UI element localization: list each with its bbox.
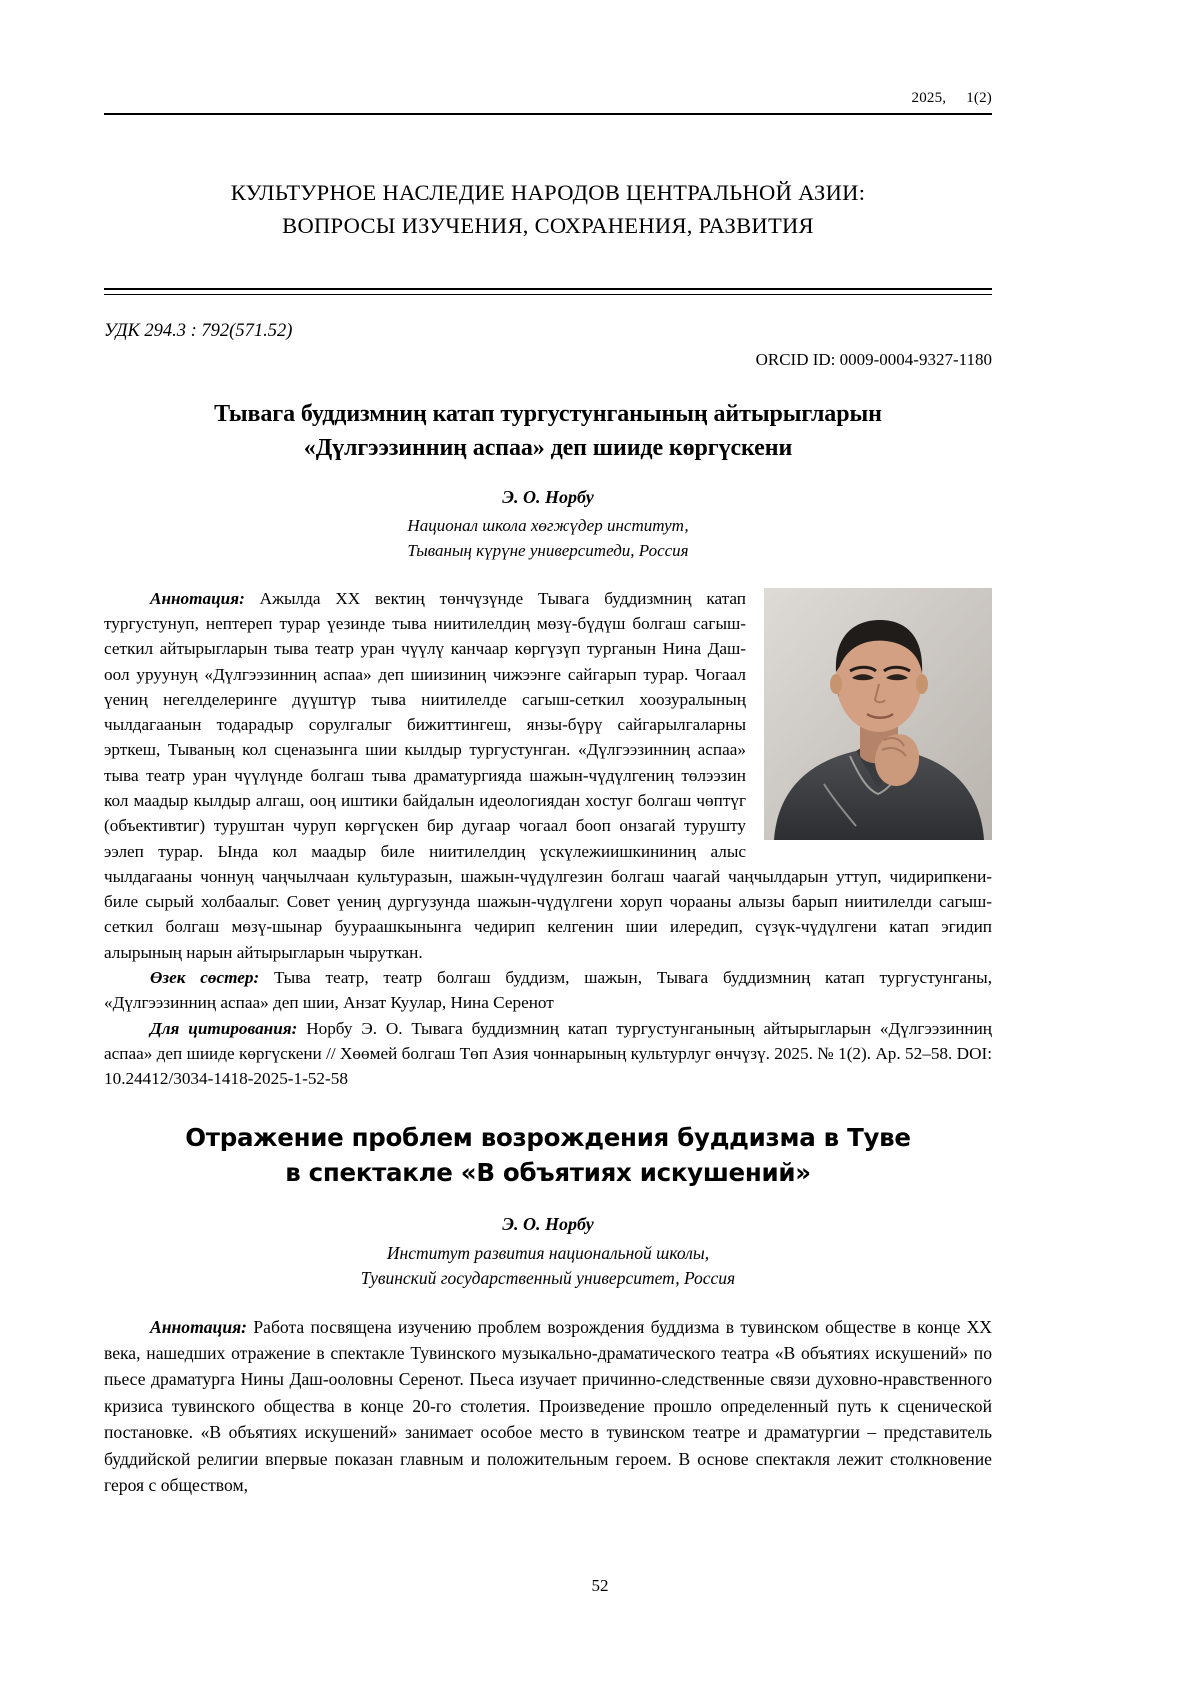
affiliation-tuvan-line2: Тываның күрүне университеди, Россия bbox=[407, 541, 689, 561]
running-head-issue: 1(2) bbox=[966, 90, 992, 106]
orcid-id: ORCID ID: 0009-0004-9327-1180 bbox=[755, 350, 992, 370]
abstract-tuvan-label: Аннотация: bbox=[150, 588, 245, 608]
abstract-tuvan-text: Ажылда ХХ вектиң төнчүзүнде Тывага буддизмниң катап тургустунуп, нептереп турар үезинде тыва ниитилелдиң мөзү-бүдүш болгаш сагыш-сеткил айтырыгларын тыва театр уран чүүлү канчаар көргүзүп турганын Нина Даш-оол уруунуң «Дүлгээзинниң аспаа» деп шиизиниң чижээнге сайгарып турар. Чогаал үениң негелделеринге дүүштүр тыва ниитилелде сагыш-сеткил хоозуралының чылдагаанын тодарадыр сорулгалыг бижиттингеш, янзы-бүрү сайгарылгаларны эрткеш, Тываның кол сценазынга шии кылдыр тургустунган. «Дүлгээзинниң аспаа» тыва театр уран чүүлүнде болгаш тыва драматургияда шажын-чүдүлгениң төлээзин кол маадыр кылдыр алгаш, ооң иштики байдалын идеологиядан хостуг болгаш чөптүг (объективтиг) туруштан чуруп көргүскен бир дугаар чогаал бооп онзагай турушту ээлеп турар. Ында кол маадыр биле ниитилелдиң үскүлежиишкининиң алыс чылдагааны чоннуң чаңчылчаан культуразын, шажын-чүдүлгезин болгаш чаагай чаңчылдарын уттуп, чидирипкени-биле сырый холбаалыг. Совет үениң дургузунда шажын-чүдүлгени хоруп чорааны алызы барып ниитилелди сагыш-сеткил болгаш мөзү-шынар буураашкынынга чедирип келгенин шии илередип, сүзүк-чүдүлгени катап эгидип алырының нарын айтырыгларын чыруткан. bbox=[104, 588, 992, 962]
affiliation-russian bbox=[104, 1241, 992, 1292]
affiliation-russian-line1: Институт развития национальной школы, bbox=[386, 1242, 710, 1263]
section-divider bbox=[104, 288, 992, 295]
article-title-russian bbox=[104, 1121, 992, 1190]
article-title-tuvan bbox=[104, 398, 992, 465]
article-title-tuvan-line1: Тывага буддизмниң катап тургустунганының айтырыгларын bbox=[214, 401, 882, 428]
running-head bbox=[104, 0, 992, 115]
running-head-year: 2025, bbox=[911, 90, 947, 106]
abstract-russian-label: Аннотация: bbox=[150, 1316, 248, 1337]
keywords-tuvan-label: Өзек сөстер: bbox=[150, 967, 260, 987]
author-portrait-image bbox=[764, 588, 992, 840]
article-title-russian-line2: в спектакле «В объятиях искушений» bbox=[285, 1157, 811, 1187]
page-number: 52 bbox=[591, 1576, 609, 1595]
affiliation-russian-line2: Тувинский государственный университет, Россия bbox=[360, 1268, 736, 1289]
keywords-tuvan bbox=[104, 965, 992, 1016]
author-name-russian: Э. О. Норбу bbox=[502, 1213, 594, 1234]
article-title-russian-line1: Отражение проблем возрождения буддизма в Туве bbox=[185, 1123, 911, 1153]
abstract-tuvan bbox=[104, 586, 992, 965]
author-portrait bbox=[764, 588, 992, 840]
section-heading-line1: КУЛЬТУРНОЕ НАСЛЕДИЕ НАРОДОВ ЦЕНТРАЛЬНОЙ АЗИИ: bbox=[230, 180, 866, 205]
running-head-rule bbox=[104, 113, 992, 115]
affiliation-tuvan-line1: Национал школа хөгжүдер институт, bbox=[407, 516, 689, 536]
citation-tuvan bbox=[104, 1016, 992, 1092]
affiliation-tuvan bbox=[104, 514, 992, 563]
citation-tuvan-label: Для цитирования: bbox=[150, 1018, 298, 1038]
article-title-tuvan-line2: «Дүлгээзинниң аспаа» деп шииде көргүскени bbox=[303, 434, 793, 461]
keywords-tuvan-text: Тыва театр, театр болгаш буддизм, шажын, Тывага буддизмниң катап тургустунганы, «Дүлгээзинниң аспаа» деп шии, Анзат Куулар, Нина Серенот bbox=[104, 967, 992, 1013]
citation-tuvan-text: Норбу Э. О. Тывага буддизмниң катап тургустунганының айтырыгларын «Дүлгээзинниң аспаа» деп шииде көргүскени // Хөөмей болгаш Төп Азия чоннарының культурлуг өнчүзү. 2025. № 1(2). Ар. 52–58. DOI: 10.24412/3034-1418-2025-1-52-58 bbox=[104, 1018, 992, 1089]
section-heading bbox=[104, 177, 992, 242]
author-name-tuvan: Э. О. Норбу bbox=[502, 487, 594, 508]
udk-code: УДК 294.3 : 792(571.52) bbox=[104, 321, 293, 342]
abstract-russian-text: Работа посвящена изучению проблем возрождения буддизма в тувинском обществе в конце XX века, нашедших отражение в спектакле Тувинского музыкально-драматического театра «В объятиях искушений» по пьесе драматурга Нины Даш-ооловны Серенот. Пьеса изучает причинно-следственные связи духовно-нравственного кризиса тувинского общества в конце 20-го столетия. Произведение прошло определенный путь к сценической постановке. «В объятиях искушений» занимает особое место в тувинском театре и драматургии – представитель буддийской религии впервые показан главным и положительным героем. В основе спектакля лежит столкновение героя с обществом, bbox=[104, 1316, 992, 1496]
section-heading-line2: ВОПРОСЫ ИЗУЧЕНИЯ, СОХРАНЕНИЯ, РАЗВИТИЯ bbox=[282, 212, 814, 238]
page-content bbox=[104, 0, 992, 1516]
abstract-russian bbox=[104, 1314, 992, 1499]
